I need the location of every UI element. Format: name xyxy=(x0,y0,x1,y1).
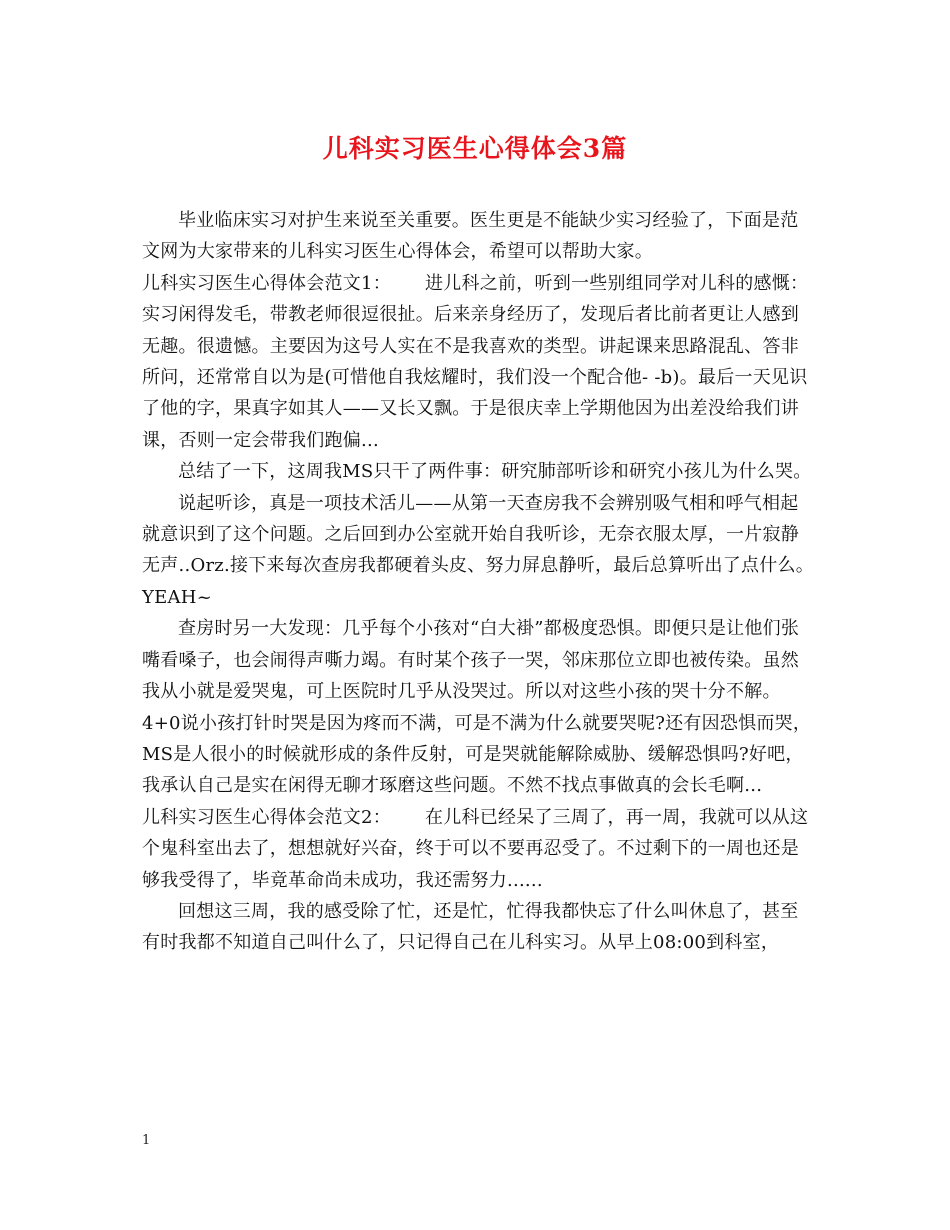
intro-paragraph: 毕业临床实习对护生来说至关重要。医生更是不能缺少实习经验了，下面是范文网为大家带来的儿科实习医生心得体会，希望可以帮助大家。 xyxy=(142,210,799,263)
section-1-text: 进儿科之前，听到一些别组同学对儿科的感慨：实习闲得发毛，带教老师很逗很扯。后来亲身经历了，发现后者比前者更让人感到无趣。很遗憾。主要因为这号人实在不是我喜欢的类型。讲起课来思路混乱、答非所问，还常常自以为是(可惜他自我炫耀时，我们没一个配合他- -b)。最后一天见识了他的字，果真字如其人——又长又飘。于是很庆幸上学期他因为出差没给我们讲课，否则一定会带我们跑偏... xyxy=(142,272,809,451)
section-1-heading: 儿科实习医生心得体会范文1： xyxy=(142,272,391,294)
section-1-paragraph xyxy=(142,268,814,456)
section-2-paragraph xyxy=(142,802,814,896)
document-body xyxy=(142,205,814,959)
paragraph-three-weeks: 回想这三周，我的感受除了忙，还是忙，忙得我都快忘了什么叫休息了，甚至有时我都不知道自己叫什么了，只记得自己在儿科实习。从早上08:00到科室， xyxy=(142,900,799,954)
page-number: 1 xyxy=(142,1133,151,1148)
paragraph-crying: 查房时另一大发现：几乎每个小孩对“白大褂”都极度恐惧。即便只是让他们张嘴看嗓子，也会闹得声嘶力竭。有时某个孩子一哭，邻床那位立即也被传染。虽然我从小就是爱哭鬼，可上医院时几乎从没哭过。所以对这些小孩的哭十分不解。4+0说小孩打针时哭是因为疼而不满，可是不满为什么就要哭呢?还有因恐惧而哭，MS是人很小的时候就形成的条件反射，可是哭就能解除威胁、缓解恐惧吗?好吧，我承认自己是实在闲得无聊才琢磨这些问题。不然不找点事做真的会长毛啊... xyxy=(142,618,812,797)
document-title: 儿科实习医生心得体会3篇 xyxy=(322,134,628,163)
paragraph-auscultation: 说起听诊，真是一项技术活儿——从第一天查房我不会辨别吸气相和呼气相起就意识到了这个问题。之后回到办公室就开始自我听诊，无奈衣服太厚，一片寂静无声..Orz.接下来每次查房我都硬着头皮、努力屏息静听，最后总算听出了点什么。YEAH~ xyxy=(142,492,815,608)
section-2-text: 在儿科已经呆了三周了，再一周，我就可以从这个鬼科室出去了，想想就好兴奋，终于可以不要再忍受了。不过剩下的一周也还是够我受得了，毕竟革命尚未成功，我还需努力...... xyxy=(142,806,809,891)
section-2-heading: 儿科实习医生心得体会范文2： xyxy=(142,806,391,828)
paragraph-summary: 总结了一下，这周我MS只干了两件事：研究肺部听诊和研究小孩儿为什么哭。 xyxy=(178,461,812,483)
